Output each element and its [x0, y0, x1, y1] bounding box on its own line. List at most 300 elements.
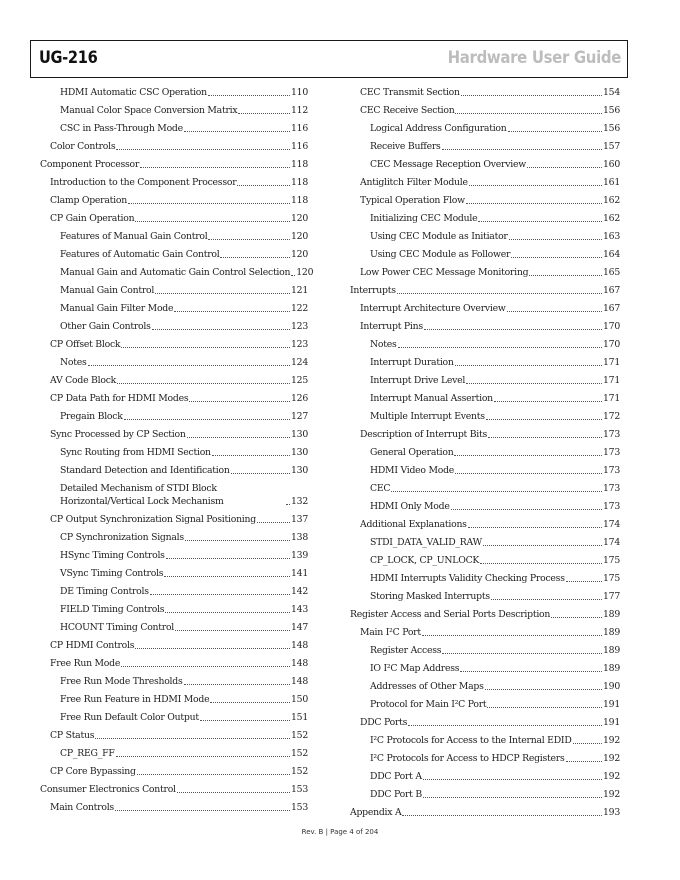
toc-entry-title: CP Output Synchronization Signal Positioning [50, 514, 256, 525]
toc-entry-page: 120 [291, 213, 308, 224]
toc-entry-page: 162 [603, 195, 620, 206]
toc-entry-title: Manual Color Space Conversion Matrix [60, 105, 238, 116]
toc-entry[interactable] [350, 569, 620, 587]
toc-entry-title: CP Synchronization Signals [60, 532, 184, 543]
toc-entry-page: 118 [291, 195, 308, 206]
toc-entry[interactable] [40, 191, 308, 209]
toc-entry-title: Typical Operation Flow [360, 195, 465, 206]
toc-entry-page: 161 [603, 177, 620, 188]
toc-leader-dots [487, 707, 602, 708]
toc-leader-dots [166, 558, 290, 559]
toc-entry-page: 141 [291, 568, 308, 579]
toc-entry-title: Interrupt Pins [360, 321, 423, 332]
toc-entry-title: DE Timing Controls [60, 586, 149, 597]
toc-entry-title: Addresses of Other Maps [370, 681, 484, 692]
toc-entry-page: 123 [291, 321, 308, 332]
toc-entry[interactable] [350, 299, 620, 317]
toc-leader-dots [573, 743, 602, 744]
toc-entry[interactable] [350, 263, 620, 281]
toc-leader-dots [135, 221, 290, 222]
toc-entry-title: DDC Ports [360, 717, 408, 728]
toc-entry-page: 122 [291, 303, 308, 314]
toc-entry-title: DDC Port B [370, 789, 422, 800]
toc-leader-dots [566, 581, 602, 582]
toc-entry-title: CEC Message Reception Overview [370, 159, 526, 170]
toc-leader-dots [455, 365, 602, 366]
toc-leader-dots [116, 149, 290, 150]
toc-entry-title: CEC Receive Section [360, 105, 455, 116]
toc-entry-page: 192 [603, 771, 620, 782]
toc-entry[interactable] [350, 317, 620, 335]
toc-entry-title: HSync Timing Controls [60, 550, 165, 561]
toc-entry-page: 193 [603, 807, 620, 818]
toc-entry-page: 192 [603, 753, 620, 764]
toc-left-column [40, 83, 314, 816]
toc-entry-page: 110 [291, 87, 308, 98]
toc-leader-dots [398, 347, 603, 348]
toc-leader-dots [483, 545, 602, 546]
toc-leader-dots [454, 455, 602, 456]
toc-entry[interactable] [40, 155, 308, 173]
toc-entry-page: 148 [291, 658, 308, 669]
toc-entry[interactable] [350, 83, 620, 101]
toc-entry[interactable] [350, 479, 620, 497]
toc-entry-title: Register Access [370, 645, 442, 656]
toc-entry-page: 143 [291, 604, 308, 615]
toc-entry-title: Pregain Block [60, 411, 123, 422]
toc-leader-dots [455, 113, 602, 114]
toc-entry-page: 175 [603, 555, 620, 566]
toc-entry-page: 147 [291, 622, 308, 633]
toc-entry-page: 189 [603, 645, 620, 656]
toc-entry-title: STDI_DATA_VALID_RAW [370, 537, 482, 548]
toc-entry-page: 173 [603, 465, 620, 476]
toc-entry-title: Manual Gain Control [60, 285, 155, 296]
toc-entry-title: Register Access and Serial Ports Description [350, 609, 551, 620]
toc-entry-title: CP Offset Block [50, 339, 121, 350]
toc-entry[interactable] [350, 407, 620, 425]
toc-entry-title: FIELD Timing Controls [60, 604, 165, 615]
toc-leader-dots [509, 239, 602, 240]
toc-entry-page: 148 [291, 676, 308, 687]
toc-entry[interactable] [40, 407, 308, 425]
toc-entry-title: Antiglitch Filter Module [360, 177, 468, 188]
toc-entry[interactable] [350, 767, 620, 785]
toc-entry[interactable] [350, 731, 620, 749]
toc-entry[interactable] [350, 155, 620, 173]
toc-leader-dots [121, 347, 290, 348]
toc-entry-page: 173 [603, 429, 620, 440]
toc-entry[interactable] [40, 299, 308, 317]
toc-entry[interactable] [350, 497, 620, 515]
toc-entry-page: 170 [603, 321, 620, 332]
toc-entry-page: 121 [291, 285, 308, 296]
toc-entry-page: 142 [291, 586, 308, 597]
toc-entry-page: 127 [291, 411, 308, 422]
toc-entry[interactable] [40, 618, 308, 636]
toc-entry[interactable] [40, 708, 308, 726]
toc-entry-title: IO I²C Map Address [370, 663, 460, 674]
toc-entry[interactable] [40, 119, 308, 137]
toc-entry-page: 156 [603, 105, 620, 116]
toc-entry[interactable] [350, 119, 620, 137]
toc-entry-title: CEC Transmit Section [360, 87, 460, 98]
toc-entry-page: 156 [603, 123, 620, 134]
toc-entry[interactable] [40, 672, 308, 690]
toc-entry[interactable] [40, 209, 308, 227]
toc-entry[interactable] [40, 353, 308, 371]
toc-leader-dots [291, 275, 295, 276]
toc-leader-dots [451, 509, 602, 510]
toc-entry-page: 174 [603, 519, 620, 530]
toc-leader-dots [212, 455, 290, 456]
toc-entry-title: HCOUNT Timing Control [60, 622, 175, 633]
toc-entry[interactable] [350, 101, 620, 119]
toc-entry[interactable] [40, 461, 308, 479]
document-id: UG-216 [39, 48, 98, 68]
toc-entry-page: 120 [291, 249, 308, 260]
toc-entry[interactable] [350, 137, 620, 155]
toc-entry-title: Receive Buffers [370, 141, 441, 152]
toc-leader-dots [135, 648, 290, 649]
toc-entry-title: Manual Gain and Automatic Gain Control Selection [60, 267, 291, 278]
toc-entry-page: 126 [291, 393, 308, 404]
toc-entry-title: Low Power CEC Message Monitoring [360, 267, 529, 278]
toc-entry[interactable] [350, 695, 620, 713]
toc-leader-dots [231, 473, 290, 474]
toc-entry[interactable] [350, 191, 620, 209]
toc-entry[interactable] [350, 785, 620, 803]
toc-entry-title: General Operation [370, 447, 454, 458]
toc-entry-page: 116 [291, 123, 308, 134]
toc-entry[interactable] [40, 227, 308, 245]
toc-leader-dots [137, 774, 290, 775]
toc-leader-dots [174, 311, 290, 312]
toc-entry-page: 153 [291, 802, 308, 813]
toc-entry-page: 148 [291, 640, 308, 651]
toc-entry[interactable] [350, 461, 620, 479]
toc-entry-title: Main I²C Port [360, 627, 421, 638]
toc-entry[interactable] [40, 654, 308, 672]
toc-entry[interactable] [350, 659, 620, 677]
toc-entry-title: I²C Protocols for Access to HDCP Registers [370, 753, 565, 764]
toc-leader-dots [155, 293, 290, 294]
toc-leader-dots [128, 203, 290, 204]
toc-entry-page: 171 [603, 357, 620, 368]
toc-entry-page: 118 [291, 159, 308, 170]
toc-entry[interactable] [40, 780, 308, 798]
toc-entry[interactable] [40, 528, 308, 546]
toc-entry[interactable] [40, 600, 308, 618]
toc-entry-page: 112 [291, 105, 308, 116]
toc-entry[interactable] [40, 425, 308, 443]
toc-entry-page: 152 [291, 748, 308, 759]
toc-entry[interactable] [350, 641, 620, 659]
toc-entry-title: Clamp Operation [50, 195, 127, 206]
toc-entry-page: 151 [291, 712, 308, 723]
toc-leader-dots [488, 437, 602, 438]
toc-leader-dots [184, 131, 290, 132]
toc-leader-dots [442, 149, 602, 150]
toc-leader-dots [466, 203, 602, 204]
toc-entry[interactable] [40, 636, 308, 654]
toc-leader-dots [391, 491, 602, 492]
toc-entry[interactable] [40, 263, 314, 281]
toc-leader-dots [210, 702, 290, 703]
toc-entry-title: Color Controls [50, 141, 116, 152]
toc-entry-page: 192 [603, 735, 620, 746]
toc-leader-dots [237, 185, 290, 186]
toc-entry-title: VSync Timing Controls [60, 568, 164, 579]
toc-leader-dots [189, 401, 290, 402]
toc-entry[interactable] [350, 353, 620, 371]
toc-entry-title: Using CEC Module as Follower [370, 249, 511, 260]
toc-entry-title: Description of Interrupt Bits [360, 429, 488, 440]
toc-leader-dots [508, 131, 602, 132]
toc-leader-dots [485, 689, 602, 690]
toc-entry-title: Consumer Electronics Control [40, 784, 176, 795]
toc-leader-dots [257, 522, 290, 523]
toc-entry-title: CP HDMI Controls [50, 640, 135, 651]
toc-entry[interactable] [40, 546, 308, 564]
toc-entry[interactable] [40, 479, 308, 510]
toc-leader-dots [551, 617, 602, 618]
toc-entry-title: DDC Port A [370, 771, 422, 782]
toc-entry[interactable] [40, 582, 308, 600]
toc-leader-dots [423, 779, 602, 780]
toc-entry-page: 189 [603, 663, 620, 674]
toc-leader-dots [175, 630, 290, 631]
toc-entry-page: 164 [603, 249, 620, 260]
toc-entry[interactable] [40, 281, 308, 299]
toc-leader-dots [480, 563, 602, 564]
toc-entry[interactable] [350, 803, 620, 821]
toc-entry-page: 139 [291, 550, 308, 561]
toc-entry-page: 174 [603, 537, 620, 548]
page-footer: Rev. B | Page 4 of 204 [301, 828, 379, 836]
toc-entry[interactable] [40, 173, 308, 191]
toc-leader-dots [208, 239, 290, 240]
toc-entry[interactable] [40, 726, 308, 744]
toc-entry-title: Standard Detection and Identification [60, 465, 230, 476]
toc-entry-title: Free Run Mode [50, 658, 121, 669]
toc-leader-dots [95, 738, 290, 739]
toc-leader-dots [164, 576, 290, 577]
toc-entry[interactable] [350, 443, 620, 461]
toc-leader-dots [165, 612, 290, 613]
toc-entry-page: 130 [291, 447, 308, 458]
toc-entry-title: HDMI Only Mode [370, 501, 450, 512]
toc-entry-page: 189 [603, 627, 620, 638]
toc-leader-dots [461, 95, 602, 96]
toc-entry-title: I²C Protocols for Access to the Internal EDID [370, 735, 572, 746]
toc-entry-page: 173 [603, 447, 620, 458]
toc-entry[interactable] [40, 443, 308, 461]
toc-entry-title: CP Core Bypassing [50, 766, 136, 777]
toc-entry-page: 120 [291, 231, 308, 242]
toc-entry-title: Protocol for Main I²C Port [370, 699, 487, 710]
toc-entry[interactable] [350, 551, 620, 569]
toc-entry-page: 125 [291, 375, 308, 386]
toc-entry-page: 171 [603, 375, 620, 386]
toc-entry[interactable] [40, 690, 308, 708]
toc-leader-dots [187, 437, 290, 438]
toc-entry-page: 167 [603, 303, 620, 314]
toc-entry-page: 190 [603, 681, 620, 692]
document-title: Hardware User Guide [447, 48, 621, 68]
toc-entry-title: CP_LOCK, CP_UNLOCK [370, 555, 480, 566]
toc-entry-title: Main Controls [50, 802, 114, 813]
toc-leader-dots [152, 329, 290, 330]
toc-entry-title: CP Gain Operation [50, 213, 135, 224]
toc-leader-dots [185, 540, 290, 541]
toc-entry-page: 160 [603, 159, 620, 170]
toc-entry-page: 189 [603, 609, 620, 620]
toc-entry-title: AV Code Block [50, 375, 117, 386]
toc-leader-dots [494, 401, 602, 402]
toc-leader-dots [442, 653, 602, 654]
toc-leader-dots [397, 293, 602, 294]
toc-leader-dots [140, 167, 290, 168]
toc-entry-title: Interrupt Duration [370, 357, 454, 368]
toc-entry-title: CP Data Path for HDMI Modes [50, 393, 189, 404]
toc-entry[interactable] [350, 281, 620, 299]
toc-leader-dots [491, 599, 602, 600]
toc-entry[interactable] [350, 623, 620, 641]
toc-entry-page: 116 [291, 141, 308, 152]
toc-entry-title: Sync Routing from HDMI Section [60, 447, 211, 458]
toc-leader-dots [184, 684, 291, 685]
toc-entry-page: 192 [603, 789, 620, 800]
toc-entry-page: 138 [291, 532, 308, 543]
toc-entry[interactable] [350, 587, 620, 605]
toc-entry-title: Free Run Feature in HDMI Mode [60, 694, 210, 705]
toc-leader-dots [121, 666, 290, 667]
toc-entry[interactable] [40, 137, 308, 155]
toc-entry[interactable] [40, 335, 308, 353]
toc-entry-title: Using CEC Module as Initiator [370, 231, 508, 242]
toc-entry[interactable] [350, 227, 620, 245]
toc-entry-page: 177 [603, 591, 620, 602]
toc-entry-title: Interrupt Drive Level [370, 375, 466, 386]
toc-entry[interactable] [350, 173, 620, 191]
toc-entry-title: HDMI Video Mode [370, 465, 455, 476]
toc-entry[interactable] [350, 245, 620, 263]
toc-entry[interactable] [40, 83, 308, 101]
toc-entry-title: Free Run Default Color Output [60, 712, 199, 723]
toc-leader-dots [286, 504, 290, 505]
toc-entry-page: 170 [603, 339, 620, 350]
toc-leader-dots [117, 383, 290, 384]
toc-entry-title: Manual Gain Filter Mode [60, 303, 174, 314]
toc-entry-page: 123 [291, 339, 308, 350]
toc-entry[interactable] [350, 389, 620, 407]
toc-entry-title: Sync Processed by CP Section [50, 429, 186, 440]
toc-leader-dots [116, 756, 290, 757]
toc-entry[interactable] [350, 533, 620, 551]
toc-entry-page: 175 [603, 573, 620, 584]
toc-entry-title: Detailed Mechanism of STDI Block Horizontal/Vertical Lock Mechanism [60, 483, 224, 507]
toc-leader-dots [408, 725, 602, 726]
toc-entry[interactable] [350, 677, 620, 695]
toc-leader-dots [511, 257, 602, 258]
toc-entry-title: CEC [370, 483, 391, 494]
toc-entry-title: Notes [370, 339, 397, 350]
toc-right-column [350, 83, 620, 821]
toc-entry[interactable] [350, 425, 620, 443]
toc-leader-dots [455, 473, 602, 474]
toc-entry-title: HDMI Interrupts Validity Checking Process [370, 573, 565, 584]
toc-entry-page: 191 [603, 699, 620, 710]
toc-entry-title: Component Processor [40, 159, 140, 170]
toc-leader-dots [486, 419, 602, 420]
toc-entry[interactable] [40, 564, 308, 582]
toc-entry[interactable] [40, 510, 308, 528]
toc-leader-dots [424, 329, 602, 330]
toc-entry-title: Introduction to the Component Processor [50, 177, 237, 188]
toc-leader-dots [478, 221, 602, 222]
toc-entry-title: Multiple Interrupt Events [370, 411, 485, 422]
toc-entry[interactable] [350, 713, 620, 731]
toc-entry-title: Notes [60, 357, 87, 368]
toc-entry[interactable] [350, 749, 620, 767]
toc-entry[interactable] [40, 245, 308, 263]
toc-entry-page: 165 [603, 267, 620, 278]
toc-entry-title: Interrupt Architecture Overview [360, 303, 506, 314]
toc-entry[interactable] [40, 101, 308, 119]
toc-entry[interactable] [350, 209, 620, 227]
page-header [30, 40, 628, 78]
toc-entry-page: 173 [603, 483, 620, 494]
toc-entry-page: 118 [291, 177, 308, 188]
toc-leader-dots [469, 185, 602, 186]
toc-entry[interactable] [40, 389, 308, 407]
toc-entry-title: Appendix A [350, 807, 402, 818]
toc-entry[interactable] [40, 798, 308, 816]
toc-entry-title: CP Status [50, 730, 95, 741]
toc-leader-dots [115, 810, 290, 811]
toc-entry-page: 132 [291, 496, 308, 507]
toc-entry-title: HDMI Automatic CSC Operation [60, 87, 207, 98]
toc-leader-dots [466, 383, 602, 384]
toc-entry[interactable] [350, 371, 620, 389]
toc-entry-title: Logical Address Configuration [370, 123, 507, 134]
toc-leader-dots [238, 113, 290, 114]
toc-entry-page: 120 [296, 267, 314, 278]
toc-entry-title: Other Gain Controls [60, 321, 151, 332]
toc-leader-dots [220, 257, 290, 258]
toc-entry[interactable] [40, 371, 308, 389]
toc-entry[interactable] [350, 335, 620, 353]
toc-entry[interactable] [40, 762, 308, 780]
toc-entry[interactable] [40, 317, 308, 335]
toc-leader-dots [200, 720, 290, 721]
toc-entry-page: 173 [603, 501, 620, 512]
toc-entry-page: 152 [291, 766, 308, 777]
toc-leader-dots [468, 527, 602, 528]
toc-leader-dots [566, 761, 603, 762]
toc-entry-title: Interrupts [350, 285, 396, 296]
toc-entry[interactable] [350, 515, 620, 533]
toc-entry-title: Additional Explanations [360, 519, 467, 530]
toc-entry-page: 162 [603, 213, 620, 224]
toc-entry-page: 172 [603, 411, 620, 422]
toc-entry-page: 171 [603, 393, 620, 404]
toc-entry[interactable] [40, 744, 308, 762]
toc-leader-dots [150, 594, 290, 595]
toc-entry[interactable] [350, 605, 620, 623]
toc-leader-dots [527, 167, 602, 168]
